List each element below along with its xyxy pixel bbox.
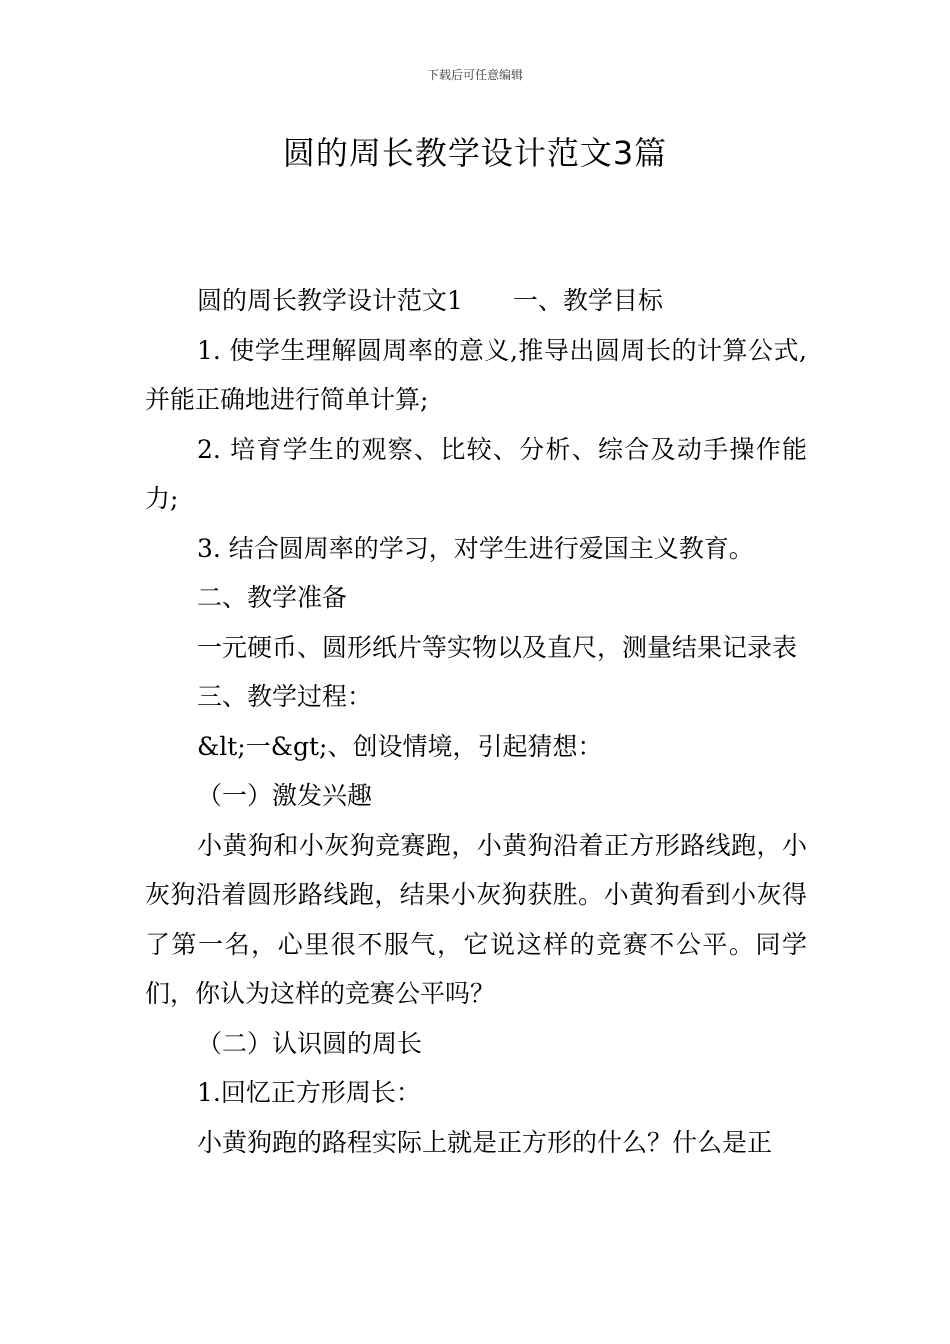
section-heading: 二、教学准备 bbox=[197, 583, 348, 612]
document-body bbox=[145, 276, 807, 1167]
document-title: 圆的周长教学设计范文3篇 bbox=[282, 134, 668, 172]
paragraph: &lt;一&gt;、创设情境，引起猜想： bbox=[197, 731, 603, 761]
sub-heading: （一）激发兴趣 bbox=[197, 781, 373, 810]
paragraph: 1.回忆正方形周长： bbox=[197, 1078, 421, 1107]
paragraph: 小黄狗跑的路程实际上就是正方形的什么？什么是正 bbox=[197, 1127, 773, 1157]
section-heading: 一、教学目标 bbox=[512, 286, 663, 315]
section-heading: 三、教学过程： bbox=[197, 682, 373, 711]
paragraph: 3. 结合圆周率的学习，对学生进行爱国主义教育。 bbox=[197, 533, 754, 563]
paragraph: 2. 培育学生的观察、比较、分析、综合及动手操作能力; bbox=[145, 434, 807, 513]
paragraph: 1. 使学生理解圆周率的意义,推导出圆周长的计算公式,并能正确地进行简单计算; bbox=[145, 335, 807, 414]
paragraph: 一元硬币、圆形纸片等实物以及直尺，测量结果记录表 bbox=[197, 632, 798, 662]
header-note: 下载后可任意编辑 bbox=[426, 68, 523, 82]
sub-heading: （二）认识圆的周长 bbox=[197, 1028, 423, 1058]
paragraph: 小黄狗和小灰狗竞赛跑，小黄狗沿着正方形路线跑，小灰狗沿着圆形路线跑，结果小灰狗获胜。小黄狗看到小灰得了第一名，心里很不服气，它说这样的竞赛不公平。同学们，你认为这样的竞赛公平吗？ bbox=[145, 830, 807, 1008]
section-title: 圆的周长教学设计范文1 bbox=[197, 286, 463, 315]
paragraph-intro bbox=[145, 276, 807, 326]
